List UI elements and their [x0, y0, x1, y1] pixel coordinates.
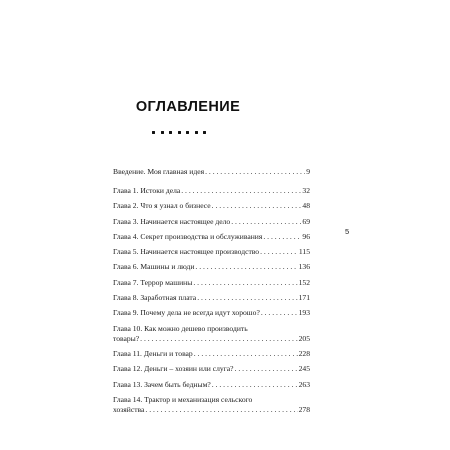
toc-entry-page: 205	[298, 333, 310, 343]
ornament-dot	[161, 131, 164, 134]
toc-entry-title: Глава 4. Секрет производства и обслуживания	[113, 231, 263, 241]
dot-leader	[145, 405, 297, 415]
toc-entry-chapter-4[interactable]	[113, 232, 310, 242]
toc-entry-title-line1: Глава 14. Трактор и механизация сельского	[113, 394, 253, 404]
toc-entry-page: 115	[298, 247, 310, 257]
toc-entry-chapter-12[interactable]	[113, 364, 310, 374]
toc-entry-title: Введение. Моя главная идея	[113, 167, 205, 176]
toc-entry-chapter-10[interactable]	[113, 324, 310, 344]
toc-entry-title: Глава 2. Что я узнал о бизнесе	[113, 201, 211, 211]
table-of-contents	[113, 167, 310, 420]
toc-entry-page: 263	[298, 379, 310, 389]
toc-entry-chapter-11[interactable]	[113, 349, 310, 359]
dot-leader	[260, 247, 298, 257]
toc-entry-title: Глава 12. Деньги – хозяин или слуга?	[113, 364, 234, 374]
ornament-dot	[203, 131, 206, 134]
toc-entry-chapter-7[interactable]	[113, 278, 310, 288]
toc-entry-title: Глава 5. Начинается настоящее производство	[113, 247, 260, 257]
toc-entry-title-line2: хозяйства	[113, 404, 145, 414]
dot-leader	[194, 349, 298, 359]
toc-entry-title: Глава 7. Террор машины	[113, 277, 193, 287]
toc-entry-chapter-8[interactable]	[113, 293, 310, 303]
page-title: ОГЛАВЛЕНИЕ	[135, 99, 241, 115]
toc-entry-title: Глава 6. Машины и люди	[113, 262, 195, 272]
toc-entry-title: Глава 8. Заработная плата	[113, 293, 197, 303]
toc-entry-intro[interactable]	[113, 167, 310, 177]
toc-entry-page: 48	[302, 201, 310, 211]
toc-entry-title-line2: товары?	[113, 333, 140, 343]
dot-leader	[212, 201, 302, 211]
dot-leader	[197, 293, 297, 303]
dot-leader	[261, 308, 298, 318]
toc-entry-continuation	[113, 334, 310, 344]
toc-entry-page: 32	[302, 186, 310, 195]
toc-entry-page: 228	[298, 348, 310, 358]
toc-entry-chapter-3[interactable]	[113, 217, 310, 227]
dot-leader	[195, 262, 297, 272]
dot-leader	[231, 217, 301, 227]
page-number: 5	[345, 227, 350, 236]
dot-leader	[235, 364, 298, 374]
dot-leader	[212, 380, 298, 390]
dot-leader	[263, 232, 301, 242]
toc-entry-title: Глава 13. Зачем быть бедным?	[113, 379, 211, 389]
toc-entry-chapter-1[interactable]	[113, 186, 310, 196]
dot-leader	[181, 186, 301, 196]
toc-entry-title: Глава 3. Начинается настоящее дело	[113, 216, 231, 226]
dot-leader	[140, 334, 297, 344]
dot-leader	[205, 167, 305, 177]
toc-entry-title: Глава 9. Почему дела не всегда идут хорошо?	[113, 308, 260, 318]
toc-entry-title: Глава 11. Деньги и товар	[113, 348, 193, 358]
toc-entry-page: 136	[298, 262, 310, 272]
toc-entry-title-line1: Глава 10. Как можно дешево производить	[113, 323, 248, 333]
toc-entry-chapter-9[interactable]	[113, 308, 310, 318]
toc-entry-page: 193	[298, 308, 310, 318]
toc-entry-page: 171	[298, 293, 310, 303]
toc-entry-page: 96	[302, 231, 310, 241]
dot-leader	[193, 278, 297, 288]
toc-entry-chapter-13[interactable]	[113, 380, 310, 390]
toc-entry-page: 245	[298, 364, 310, 374]
toc-entry-page: 69	[302, 216, 310, 226]
toc-entry-chapter-2[interactable]	[113, 201, 310, 211]
toc-entry-title: Глава 1. Истоки дела	[113, 186, 181, 195]
toc-entry-page: 9	[306, 167, 310, 176]
ornament-dot	[169, 131, 172, 134]
ornament-dot	[178, 131, 181, 134]
toc-entry-continuation	[113, 405, 310, 415]
toc-entry-page: 278	[298, 404, 310, 414]
toc-entry-chapter-5[interactable]	[113, 247, 310, 257]
toc-entry-chapter-14[interactable]	[113, 395, 310, 415]
ornament-dots	[152, 131, 206, 134]
toc-entry-chapter-6[interactable]	[113, 262, 310, 272]
ornament-dot	[195, 131, 198, 134]
ornament-dot	[186, 131, 189, 134]
toc-entry-page: 152	[298, 277, 310, 287]
ornament-dot	[152, 131, 155, 134]
